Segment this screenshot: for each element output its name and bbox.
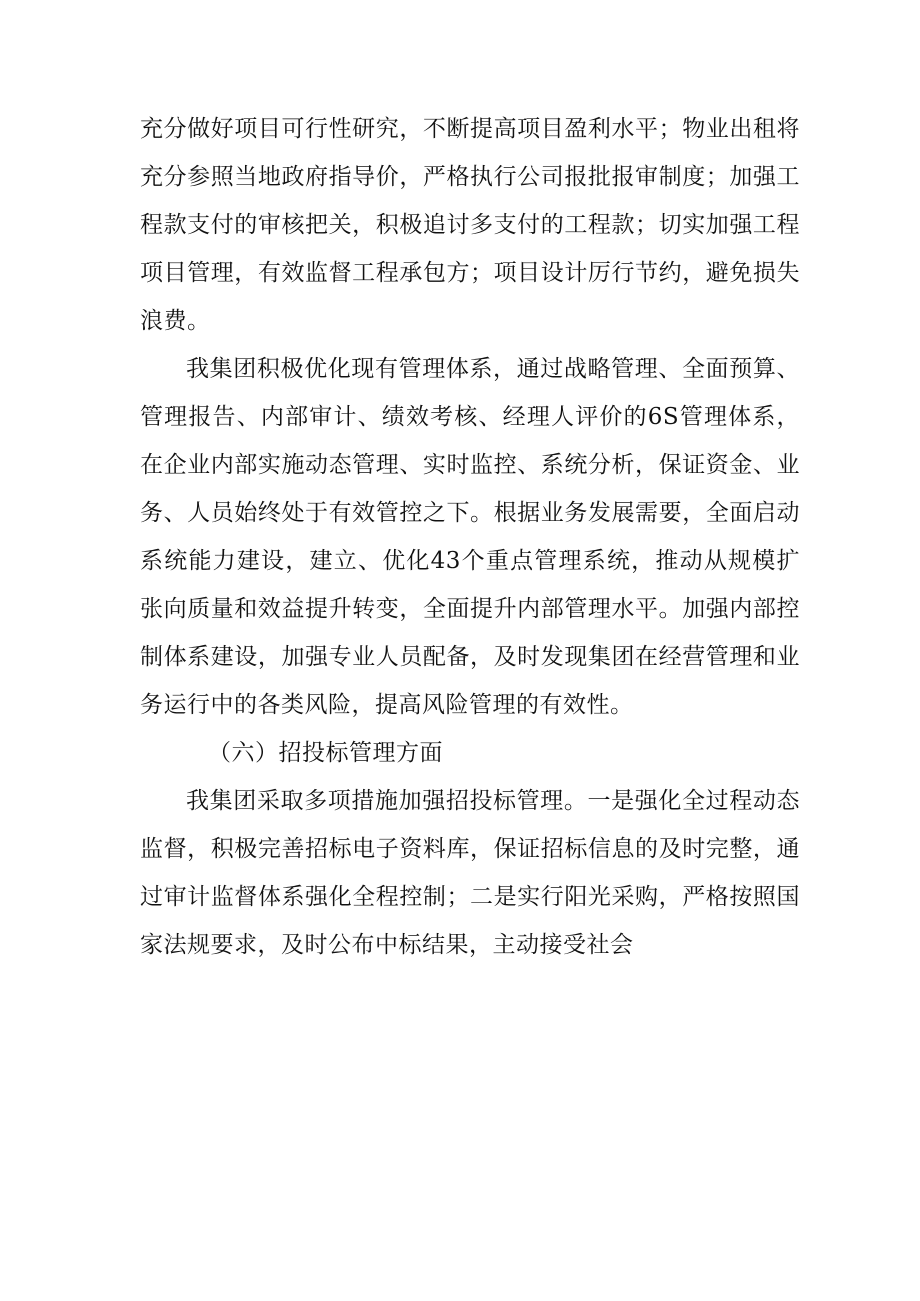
paragraph-line: 我集团采取多项措施加强招投标管理。一是强化全过程动态	[186, 788, 800, 814]
paragraph-line: 监督，积极完善招标电子资料库，保证招标信息的及时完整，通	[140, 836, 800, 862]
paragraph-line: 我集团积极优化现有管理体系，通过战略管理、全面预算、	[186, 356, 800, 382]
paragraph-line: 过审计监督体系强化全程控制；二是实行阳光采购，严格按照国	[140, 884, 800, 910]
section-heading: （六）招投标管理方面	[208, 740, 443, 766]
paragraph-line: 家法规要求，及时公布中标结果，主动接受社会	[140, 932, 634, 958]
paragraph-project-management	[140, 105, 800, 345]
paragraph-bidding-management	[140, 777, 800, 969]
paragraph-line: 浪费。	[140, 308, 211, 334]
paragraph-line: 项目管理，有效监督工程承包方；项目设计厉行节约，避免损失	[140, 260, 800, 286]
paragraph-line: 充分参照当地政府指导价，严格执行公司报批报审制度；加强工	[140, 164, 800, 190]
paragraph-line: 在企业内部实施动态管理、实时监控、系统分析，保证资金、业	[140, 452, 800, 478]
paragraph-management-system	[140, 345, 800, 729]
paragraph-line: 程款支付的审核把关，积极追讨多支付的工程款；切实加强工程	[140, 212, 800, 238]
paragraph-line: 系统能力建设，建立、优化43个重点管理系统，推动从规模扩	[140, 548, 800, 574]
paragraph-line: 务、人员始终处于有效管控之下。根据业务发展需要，全面启动	[140, 500, 800, 526]
paragraph-line: 务运行中的各类风险，提高风险管理的有效性。	[140, 692, 634, 718]
paragraph-line: 管理报告、内部审计、绩效考核、经理人评价的6S管理体系，	[140, 404, 800, 430]
document-body	[140, 105, 800, 969]
paragraph-line: 张向质量和效益提升转变，全面提升内部管理水平。加强内部控	[140, 596, 800, 622]
paragraph-line: 充分做好项目可行性研究，不断提高项目盈利水平；物业出租将	[140, 116, 800, 142]
paragraph-line: 制体系建设，加强专业人员配备，及时发现集团在经营管理和业	[140, 644, 800, 670]
